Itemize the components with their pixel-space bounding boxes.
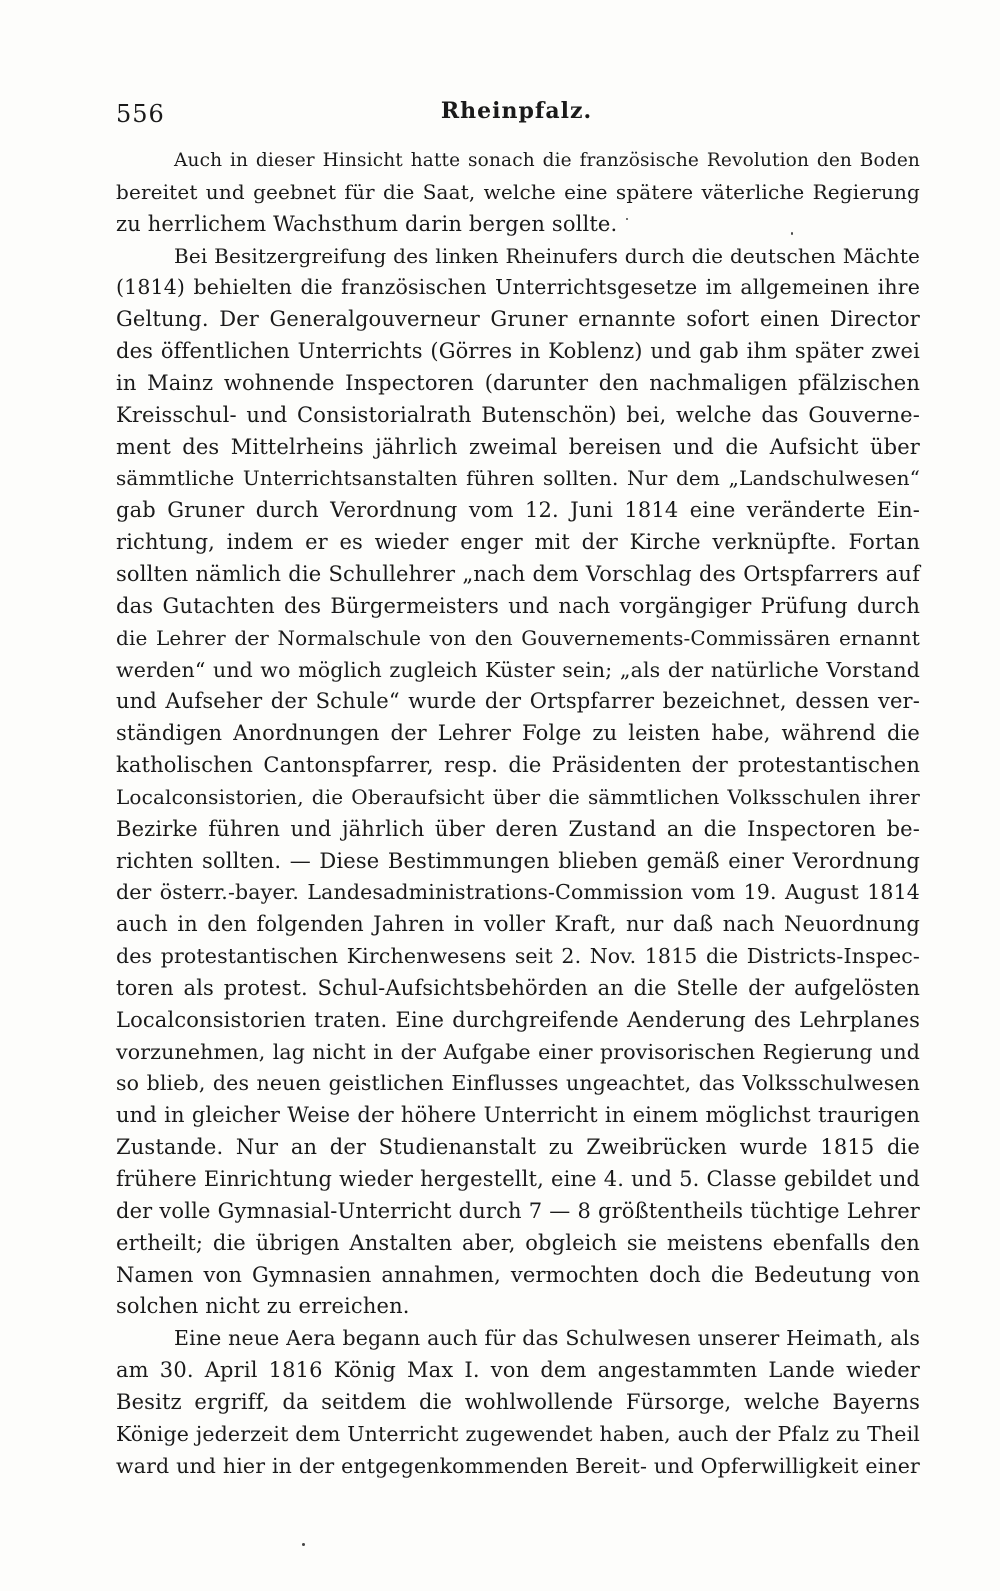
text-line: werden“ und wo möglich zugleich Küster sein; „als der natürliche Vorstand xyxy=(116,657,920,682)
text-line: Localconsistorien, die Oberaufsicht über die sämmtlichen Volksschulen ihrer xyxy=(116,784,920,809)
text-line: katholischen Cantonspfarrer, resp. die Präsidenten der protestantischen xyxy=(116,753,920,778)
text-line: des öffentlichen Unterrichts (Görres in Koblenz) und gab ihm später zwei xyxy=(116,339,920,364)
text-line: am 30. April 1816 König Max I. von dem angestammten Lande wieder xyxy=(116,1358,920,1383)
text-line: zu herrlichem Wachsthum darin bergen sollte. xyxy=(116,211,618,236)
text-line: sämmtliche Unterrichtsanstalten führen sollten. Nur dem „Landschulwesen“ xyxy=(116,466,920,491)
text-line: Besitz ergriff, da seitdem die wohlwollende Fürsorge, welche Bayerns xyxy=(116,1389,920,1414)
scan-speck xyxy=(791,232,793,235)
text-line: richten sollten. — Diese Bestimmungen blieben gemäß einer Verordnung xyxy=(116,848,920,873)
text-line: das Gutachten des Bürgermeisters und nach vorgängiger Prüfung durch xyxy=(116,593,920,618)
text-line: Bei Besitzergreifung des linken Rheinufers durch die deutschen Mächte xyxy=(174,243,920,268)
text-line: so blieb, des neuen geistlichen Einflusses ungeachtet, das Volksschulwesen xyxy=(116,1071,920,1096)
text-line: die Lehrer der Normalschule von den Gouvernements-Commissären ernannt xyxy=(116,625,920,650)
text-line: Localconsistorien traten. Eine durchgreifende Aenderung des Lehrplanes xyxy=(116,1007,920,1032)
text-line: ward und hier in der entgegenkommenden Bereit- und Opferwilligkeit einer xyxy=(116,1453,920,1478)
text-line: bereitet und geebnet für die Saat, welche eine spätere väterliche Regierung xyxy=(116,179,920,204)
text-line: in Mainz wohnende Inspectoren (darunter den nachmaligen pfälzischen xyxy=(116,370,920,395)
text-line: Geltung. Der Generalgouverneur Gruner ernannte sofort einen Director xyxy=(116,307,920,332)
page-number: 556 xyxy=(116,100,165,128)
text-line: Bezirke führen und jährlich über deren Zustand an die Inspectoren be- xyxy=(116,816,920,841)
running-head xyxy=(114,96,919,136)
text-line: Zustande. Nur an der Studienanstalt zu Zweibrücken wurde 1815 die xyxy=(116,1135,920,1160)
text-line: der volle Gymnasial-Unterricht durch 7 — 8 größtentheils tüchtige Lehrer xyxy=(116,1198,920,1223)
text-line: Eine neue Aera begann auch für das Schulwesen unserer Heimath, als xyxy=(174,1326,920,1351)
text-line: gab Gruner durch Verordnung vom 12. Juni 1814 eine veränderte Ein- xyxy=(116,498,920,523)
running-title: Rheinpfalz. xyxy=(440,98,593,124)
text-line: toren als protest. Schul-Aufsichtsbehörden an die Stelle der aufgelösten xyxy=(116,975,920,1000)
text-line: Könige jederzeit dem Unterricht zugewendet haben, auch der Pfalz zu Theil xyxy=(116,1421,920,1446)
text-line: der österr.-bayer. Landesadministrations-Commission vom 19. August 1814 xyxy=(116,880,920,905)
text-line: Auch in dieser Hinsicht hatte sonach die französische Revolution den Boden xyxy=(174,150,920,171)
text-line: und in gleicher Weise der höhere Unterricht in einem möglichst traurigen xyxy=(116,1103,920,1128)
text-line: sollten nämlich die Schullehrer „nach dem Vorschlag des Ortspfarrers auf xyxy=(116,561,920,586)
text-line: vorzunehmen, lag nicht in der Aufgabe einer provisorischen Regierung und xyxy=(116,1039,920,1064)
text-line: richtung, indem er es wieder enger mit der Kirche verknüpfte. Fortan xyxy=(116,530,920,555)
text-line: ment des Mittelrheins jährlich zweimal bereisen und die Aufsicht über xyxy=(116,434,920,459)
scan-speck xyxy=(626,218,628,220)
body-text xyxy=(116,145,920,1482)
text-line: und Aufseher der Schule“ wurde der Ortspfarrer bezeichnet, dessen ver- xyxy=(116,689,920,714)
text-line: (1814) behielten die französischen Unterrichtsgesetze im allgemeinen ihre xyxy=(116,275,920,300)
text-line: frühere Einrichtung wieder hergestellt, eine 4. und 5. Classe gebildet und xyxy=(116,1167,920,1191)
text-line: solchen nicht zu erreichen. xyxy=(116,1294,410,1319)
text-line: Kreisschul- und Consistorialrath Butenschön) bei, welche das Gouverne- xyxy=(116,402,920,427)
text-line: auch in den folgenden Jahren in voller Kraft, nur daß nach Neuordnung xyxy=(116,912,920,937)
text-line: ertheilt; die übrigen Anstalten aber, obgleich sie meistens ebenfalls den xyxy=(116,1230,920,1255)
text-line: ständigen Anordnungen der Lehrer Folge zu leisten habe, während die xyxy=(116,721,920,746)
text-line: Namen von Gymnasien annahmen, vermochten doch die Bedeutung von xyxy=(116,1262,920,1287)
scan-speck xyxy=(302,1543,305,1546)
text-line: des protestantischen Kirchenwesens seit 2. Nov. 1815 die Districts-Inspec- xyxy=(116,944,920,969)
